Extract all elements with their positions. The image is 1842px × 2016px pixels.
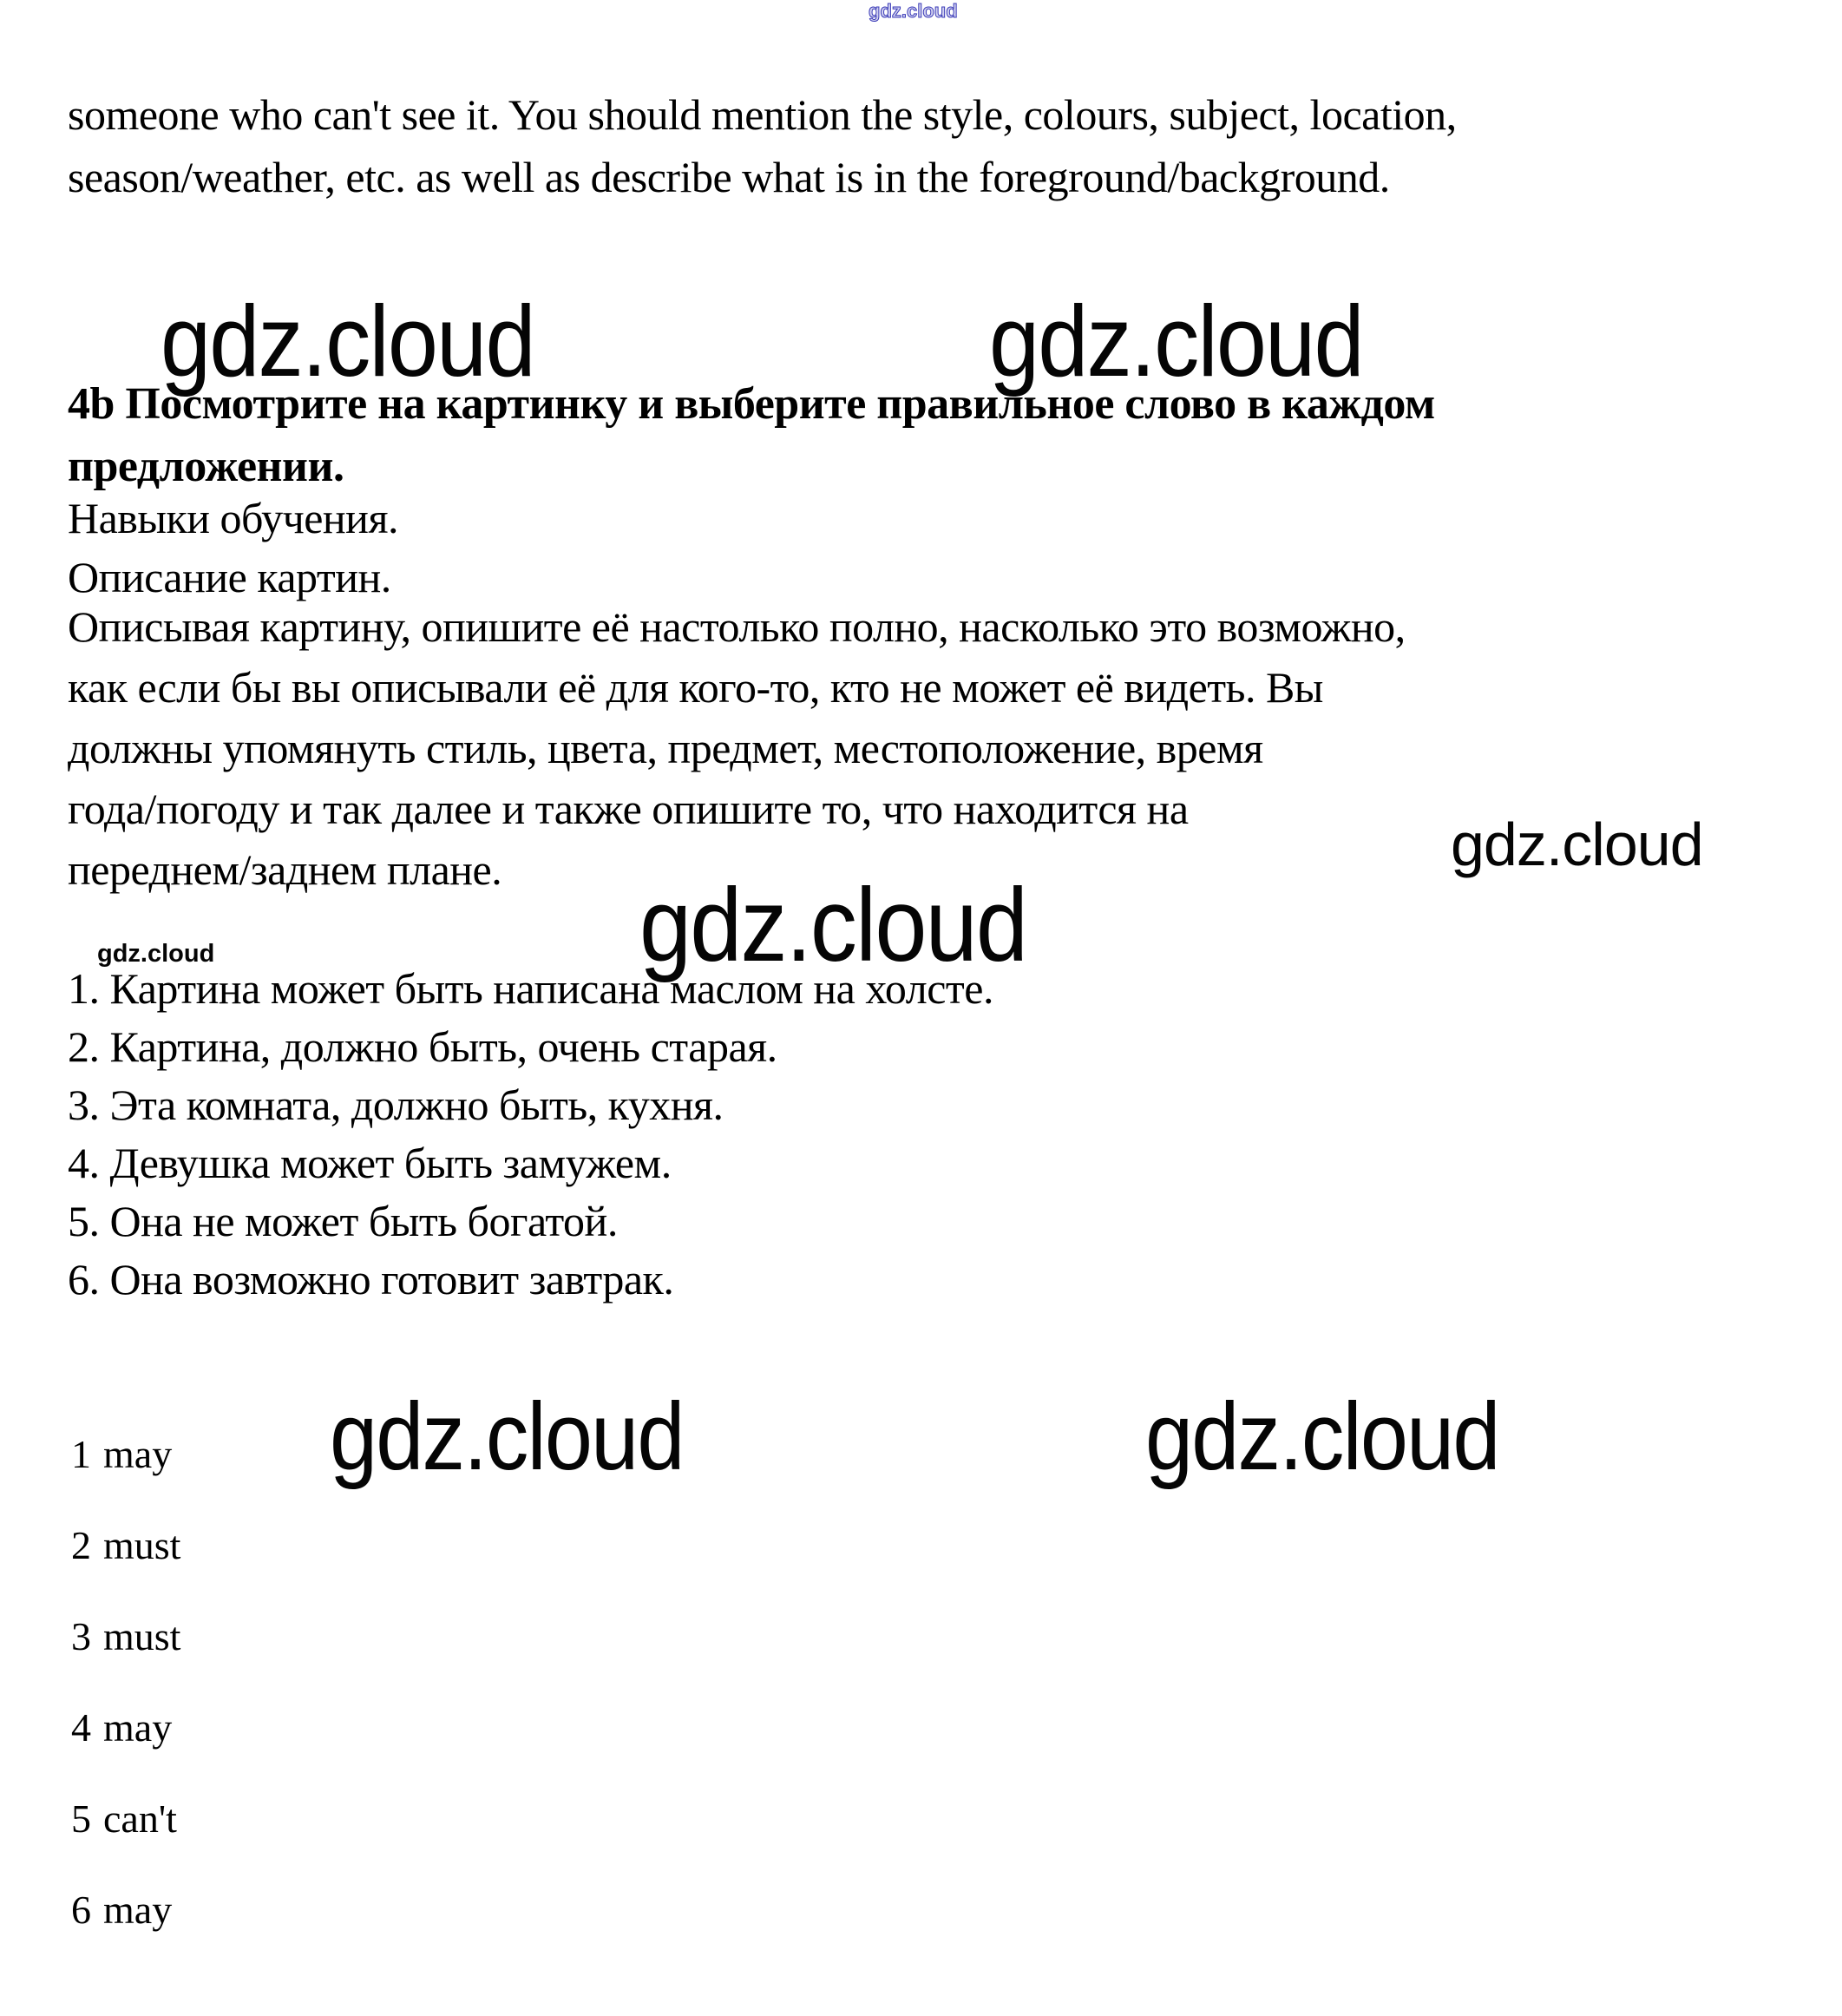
answer-item (71, 1409, 180, 1500)
subtitle-line: Навыки обучения. (68, 494, 398, 542)
task-heading-line: 4b Посмотрите на картинку и выберите правильное слово в каждом (68, 379, 1435, 429)
answer-word: may (103, 1432, 173, 1476)
answer-number: 6 (71, 1888, 91, 1932)
sentence-item: 1. Картина может быть написана маслом на холсте. (68, 964, 993, 1013)
task-heading-line: предложении. (68, 442, 344, 491)
answer-number: 3 (71, 1614, 91, 1658)
english-intro-line: someone who can't see it. You should mention the style, colours, subject, location, (68, 90, 1457, 139)
sentence-item: 4. Девушка может быть замужем. (68, 1139, 672, 1187)
answer-word: may (103, 1888, 173, 1932)
answer-item (71, 1773, 180, 1864)
answer-number: 4 (71, 1705, 91, 1750)
sentence-item: 5. Она не может быть богатой. (68, 1197, 618, 1245)
watermark-logo: gdz.cloud (1451, 811, 1703, 878)
task-instructions-paragraph (68, 596, 1406, 900)
subtitle-line: Описание картин. (68, 553, 391, 601)
answer-word: may (103, 1705, 173, 1750)
instruction-line: как если бы вы описывали её для кого-то, кто не может её видеть. Вы (68, 663, 1323, 712)
instruction-line: года/погоду и так далее и также опишите то, что находится на (68, 785, 1189, 833)
watermark-logo: gdz.cloud (989, 285, 1363, 397)
watermark-logo: gdz.cloud (1145, 1383, 1499, 1490)
answer-word: must (103, 1523, 181, 1567)
answer-number: 1 (71, 1432, 91, 1476)
answer-item (71, 1500, 180, 1591)
watermark-logo: gdz.cloud (639, 867, 1027, 983)
english-intro-line: season/weather, etc. as well as describe what is in the foreground/background. (68, 153, 1390, 201)
answer-word: can't (103, 1796, 177, 1841)
sentence-item: 2. Картина, должно быть, очень старая. (68, 1022, 777, 1071)
task-subtitles (68, 489, 398, 607)
answer-number: 2 (71, 1523, 91, 1567)
watermark-logo: gdz.cloud (330, 1383, 684, 1490)
instruction-line: должны упомянуть стиль, цвета, предмет, местоположение, время (68, 724, 1263, 772)
answer-item (71, 1682, 180, 1773)
answer-item (71, 1591, 180, 1682)
instruction-line: переднем/заднем плане. (68, 845, 502, 894)
answer-list (71, 1409, 180, 1955)
answer-number: 5 (71, 1796, 91, 1841)
sentence-item: 3. Эта комната, должно быть, кухня. (68, 1080, 724, 1129)
sentence-list (68, 960, 993, 1309)
task-heading (68, 373, 1435, 498)
watermark-logo: gdz.cloud (161, 285, 534, 397)
watermark-top-logo: gdz.cloud (869, 0, 958, 22)
answer-item (71, 1864, 180, 1955)
sentence-item: 6. Она возможно готовит завтрак. (68, 1255, 674, 1304)
answer-word: must (103, 1614, 181, 1658)
watermark-logo-small: gdz.cloud (97, 940, 215, 968)
english-intro-paragraph (68, 83, 1457, 208)
instruction-line: Описывая картину, опишите её настолько полно, насколько это возможно, (68, 602, 1406, 651)
